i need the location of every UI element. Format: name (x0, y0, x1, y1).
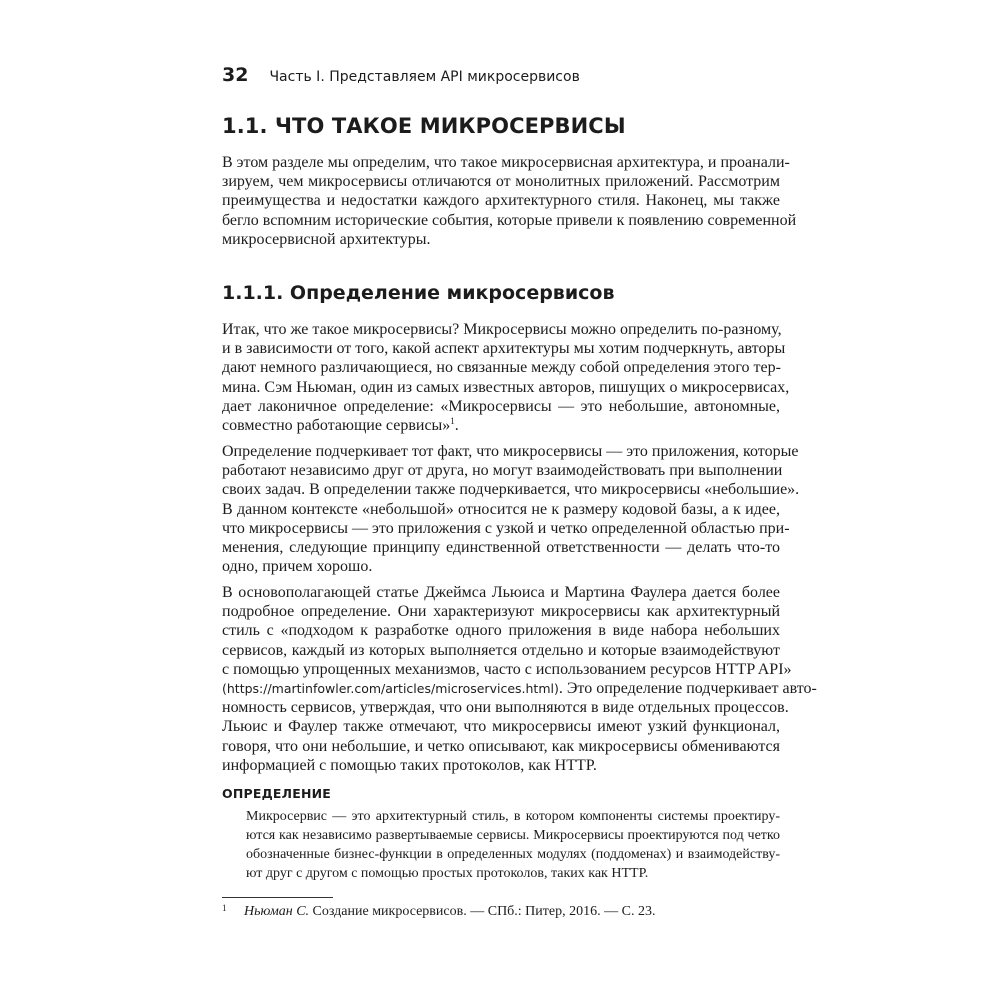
footnote (222, 904, 655, 920)
section-title: 1.1. ЧТО ТАКОЕ МИКРОСЕРВИСЫ (222, 114, 626, 138)
intro-line: В этом разделе мы определим, что такое микросервисная архитектура, и проанали- (222, 154, 790, 171)
paragraph-line: информацией с помощью таких протоколов, как HTTP. (222, 756, 597, 774)
page-number: 32 (222, 64, 249, 86)
footnote-mark: 1 (222, 903, 227, 913)
footnote-text: Создание микросервисов. — СПб.: Питер, 2016. — С. 23. (309, 904, 656, 919)
paragraph-line: номность сервисов, утверждая, что они выполняются в виде отдельных процессов. (222, 699, 789, 717)
paragraph-text: . (454, 416, 459, 434)
article-link[interactable]: (https://martinfowler.com/articles/microservices.html) (222, 680, 559, 696)
definition-line: Микросервис — это архитектурный стиль, в котором компоненты системы проектиру- (246, 809, 780, 824)
paragraph-text: совместно работающие сервисы» (222, 416, 451, 434)
paragraph-line: дают немного различающиеся, но связанные между собой определения этого тер- (222, 359, 781, 377)
footnote-divider (222, 897, 333, 898)
paragraph-3 (222, 583, 817, 775)
definition-line: ют друг с другом с помощью простых протоколов, таких как HTTP. (246, 866, 649, 881)
paragraph-line: с помощью упрощенных механизмов, часто с использованием ресурсов HTTP API» (222, 660, 792, 678)
paragraph-line: говоря, что они небольшие, и четко описывают, как микросервисы обмениваются (222, 737, 780, 755)
paragraph-2 (222, 442, 800, 576)
running-title: Часть I. Представляем API микросервисов (269, 69, 580, 85)
paragraph-line: мина. Сэм Ньюман, один из самых известных авторов, пишущих о микросервисах, (222, 378, 790, 396)
intro-line: микросервисной архитектуры. (222, 230, 431, 248)
paragraph-1 (222, 320, 790, 435)
paragraph-line: подробное определение. Они характеризуют микросервисы как архитектурный (222, 603, 780, 621)
paragraph-line: менения, следующие принципу единственной ответственности — делать что-то (222, 538, 780, 556)
paragraph-text: . Это определение подчеркивает авто- (558, 679, 817, 697)
paragraph-line: В данном контексте «небольшой» относится не к размеру кодовой базы, а к идее, (222, 500, 780, 518)
definition-line: обозначенные бизнес-функции в определенных модулях (поддоменах) и взаимодейству- (246, 847, 780, 862)
paragraph-line: одно, причем хорошо. (222, 558, 373, 576)
paragraph-line: стиль с «подходом к разработке одного приложения в виде набора небольших (222, 622, 780, 640)
footnote-author: Ньюман С. (244, 904, 310, 919)
paragraph-line (222, 416, 780, 435)
paragraph-line: и в зависимости от того, какой аспект архитектуры мы хотим подчеркнуть, авторы (222, 340, 786, 358)
intro-paragraph (222, 153, 797, 249)
subsection-title: 1.1.1. Определение микросервисов (222, 282, 615, 304)
paragraph-line: дает лаконичное определение: «Микросервисы — это небольшие, автономные, (222, 397, 780, 415)
footnote-reference[interactable]: 1 (450, 415, 455, 426)
paragraph-line: сервисов, каждый из которых выполняется отдельно и которые взаимодействуют (222, 641, 780, 659)
paragraph-line: Итак, что же такое микросервисы? Микросервисы можно определить по-разному, (222, 321, 782, 338)
paragraph-line: что микросервисы — это приложения с узкой и четко определенной областью при- (222, 519, 790, 537)
paragraph-line (222, 679, 817, 698)
intro-line: преимущества и недостатки каждого архитектурного стиля. Наконец, мы также (222, 192, 780, 210)
intro-line: зируем, чем микросервисы отличаются от монолитных приложений. Рассмотрим (222, 173, 780, 191)
paragraph-line: Определение подчеркивает тот факт, что микросервисы — это приложения, которые (222, 443, 799, 460)
definition-line: ются как независимо развертываемые сервисы. Микросервисы проектируются под четко (246, 828, 780, 843)
definition-title: ОПРЕДЕЛЕНИЕ (222, 786, 332, 801)
paragraph-line: своих задач. В определении также подчеркивается, что микросервисы «небольшие». (222, 481, 800, 499)
paragraph-line: В основополагающей статье Джеймса Льюиса и Мартина Фаулера дается более (222, 584, 780, 601)
paragraph-line: Льюис и Фаулер также отмечают, что микросервисы имеют узкий функционал, (222, 718, 780, 736)
paragraph-line: работают независимо друг от друга, но могут взаимодействовать при выполнении (222, 462, 783, 480)
running-head (222, 64, 580, 86)
intro-line: бегло вспомним исторические события, которые привели к появлению современной (222, 211, 797, 229)
definition-body (246, 807, 780, 883)
